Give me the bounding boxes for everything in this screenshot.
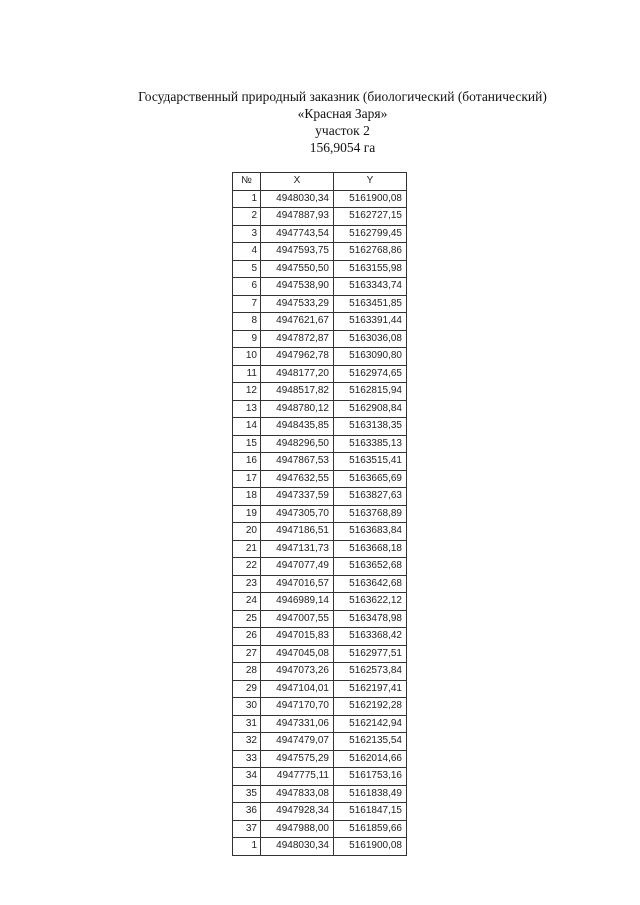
point-number-cell: 23 (233, 575, 261, 593)
y-coordinate-cell: 5163451,85 (334, 295, 407, 313)
table-row (233, 348, 407, 366)
y-coordinate-cell: 5162727,15 (334, 208, 407, 226)
x-coordinate-cell: 4947077,49 (261, 558, 334, 576)
point-number-cell: 21 (233, 540, 261, 558)
table-row (233, 330, 407, 348)
table-row (233, 698, 407, 716)
x-coordinate-cell: 4947016,57 (261, 575, 334, 593)
y-coordinate-cell: 5163385,13 (334, 435, 407, 453)
table-row (233, 365, 407, 383)
table-row (233, 803, 407, 821)
y-coordinate-cell: 5163683,84 (334, 523, 407, 541)
point-number-cell: 26 (233, 628, 261, 646)
table-row (233, 768, 407, 786)
table-row (233, 505, 407, 523)
x-coordinate-cell: 4947988,00 (261, 820, 334, 838)
point-number-cell: 30 (233, 698, 261, 716)
y-coordinate-cell: 5163391,44 (334, 313, 407, 331)
point-number-cell: 7 (233, 295, 261, 313)
document-header (0, 88, 640, 156)
point-number-cell: 31 (233, 715, 261, 733)
area-value: 156,9054 га (309, 140, 376, 155)
table-row (233, 418, 407, 436)
y-coordinate-cell: 5161900,08 (334, 838, 407, 856)
table-row (233, 453, 407, 471)
column-header-y: Y (334, 173, 407, 191)
y-coordinate-cell: 5161838,49 (334, 785, 407, 803)
point-number-cell: 27 (233, 645, 261, 663)
y-coordinate-cell: 5162977,51 (334, 645, 407, 663)
table-row (233, 243, 407, 261)
column-header-x: X (261, 173, 334, 191)
x-coordinate-cell: 4947867,53 (261, 453, 334, 471)
point-number-cell: 16 (233, 453, 261, 471)
x-coordinate-cell: 4947131,73 (261, 540, 334, 558)
point-number-cell: 24 (233, 593, 261, 611)
x-coordinate-cell: 4948030,34 (261, 838, 334, 856)
y-coordinate-cell: 5163090,80 (334, 348, 407, 366)
point-number-cell: 6 (233, 278, 261, 296)
x-coordinate-cell: 4947962,78 (261, 348, 334, 366)
y-coordinate-cell: 5162197,41 (334, 680, 407, 698)
y-coordinate-cell: 5163368,42 (334, 628, 407, 646)
point-number-cell: 34 (233, 768, 261, 786)
x-coordinate-cell: 4947575,29 (261, 750, 334, 768)
y-coordinate-cell: 5163642,68 (334, 575, 407, 593)
point-number-cell: 29 (233, 680, 261, 698)
y-coordinate-cell: 5161753,16 (334, 768, 407, 786)
x-coordinate-cell: 4947743,54 (261, 225, 334, 243)
table-row (233, 470, 407, 488)
table-row (233, 663, 407, 681)
x-coordinate-cell: 4947887,93 (261, 208, 334, 226)
point-number-cell: 10 (233, 348, 261, 366)
coordinates-table-body (233, 190, 407, 855)
table-row (233, 540, 407, 558)
point-number-cell: 37 (233, 820, 261, 838)
table-row (233, 278, 407, 296)
point-number-cell: 3 (233, 225, 261, 243)
point-number-cell: 32 (233, 733, 261, 751)
y-coordinate-cell: 5162974,65 (334, 365, 407, 383)
table-row (233, 645, 407, 663)
x-coordinate-cell: 4947331,06 (261, 715, 334, 733)
point-number-cell: 35 (233, 785, 261, 803)
y-coordinate-cell: 5163827,63 (334, 488, 407, 506)
table-row (233, 295, 407, 313)
x-coordinate-cell: 4948780,12 (261, 400, 334, 418)
document-title: Государственный природный заказник (биологический (ботанический) (138, 89, 547, 104)
table-row (233, 610, 407, 628)
y-coordinate-cell: 5163668,18 (334, 540, 407, 558)
x-coordinate-cell: 4947007,55 (261, 610, 334, 628)
x-coordinate-cell: 4947833,08 (261, 785, 334, 803)
point-number-cell: 14 (233, 418, 261, 436)
x-coordinate-cell: 4947928,34 (261, 803, 334, 821)
x-coordinate-cell: 4947872,87 (261, 330, 334, 348)
y-coordinate-cell: 5163515,41 (334, 453, 407, 471)
table-row (233, 628, 407, 646)
table-row (233, 313, 407, 331)
table-row (233, 225, 407, 243)
section-label: участок 2 (315, 123, 370, 138)
x-coordinate-cell: 4947045,08 (261, 645, 334, 663)
table-row (233, 435, 407, 453)
x-coordinate-cell: 4947479,07 (261, 733, 334, 751)
x-coordinate-cell: 4946989,14 (261, 593, 334, 611)
y-coordinate-cell: 5161847,15 (334, 803, 407, 821)
table-row (233, 208, 407, 226)
x-coordinate-cell: 4947305,70 (261, 505, 334, 523)
y-coordinate-cell: 5162192,28 (334, 698, 407, 716)
point-number-cell: 8 (233, 313, 261, 331)
x-coordinate-cell: 4947337,59 (261, 488, 334, 506)
x-coordinate-cell: 4947186,51 (261, 523, 334, 541)
x-coordinate-cell: 4947104,01 (261, 680, 334, 698)
point-number-cell: 9 (233, 330, 261, 348)
y-coordinate-cell: 5163652,68 (334, 558, 407, 576)
x-coordinate-cell: 4948296,50 (261, 435, 334, 453)
x-coordinate-cell: 4947593,75 (261, 243, 334, 261)
point-number-cell: 12 (233, 383, 261, 401)
x-coordinate-cell: 4947632,55 (261, 470, 334, 488)
point-number-cell: 5 (233, 260, 261, 278)
point-number-cell: 1 (233, 190, 261, 208)
y-coordinate-cell: 5163155,98 (334, 260, 407, 278)
point-number-cell: 22 (233, 558, 261, 576)
y-coordinate-cell: 5163622,12 (334, 593, 407, 611)
reserve-name: «Красная Заря» (297, 106, 388, 121)
y-coordinate-cell: 5161900,08 (334, 190, 407, 208)
y-coordinate-cell: 5163768,89 (334, 505, 407, 523)
y-coordinate-cell: 5162768,86 (334, 243, 407, 261)
point-number-cell: 25 (233, 610, 261, 628)
table-row (233, 838, 407, 856)
point-number-cell: 33 (233, 750, 261, 768)
point-number-cell: 11 (233, 365, 261, 383)
table-row (233, 785, 407, 803)
y-coordinate-cell: 5162908,84 (334, 400, 407, 418)
point-number-cell: 13 (233, 400, 261, 418)
table-row (233, 593, 407, 611)
point-number-cell: 20 (233, 523, 261, 541)
y-coordinate-cell: 5162573,84 (334, 663, 407, 681)
point-number-cell: 15 (233, 435, 261, 453)
table-row (233, 260, 407, 278)
point-number-cell: 18 (233, 488, 261, 506)
table-row (233, 750, 407, 768)
y-coordinate-cell: 5163665,69 (334, 470, 407, 488)
x-coordinate-cell: 4947538,90 (261, 278, 334, 296)
y-coordinate-cell: 5163036,08 (334, 330, 407, 348)
y-coordinate-cell: 5162142,94 (334, 715, 407, 733)
point-number-cell: 17 (233, 470, 261, 488)
table-row (233, 558, 407, 576)
point-number-cell: 28 (233, 663, 261, 681)
table-row (233, 575, 407, 593)
point-number-cell: 4 (233, 243, 261, 261)
column-header-number: № (233, 173, 261, 191)
table-row (233, 715, 407, 733)
table-row (233, 190, 407, 208)
point-number-cell: 19 (233, 505, 261, 523)
y-coordinate-cell: 5163138,35 (334, 418, 407, 436)
y-coordinate-cell: 5162135,54 (334, 733, 407, 751)
table-row (233, 680, 407, 698)
x-coordinate-cell: 4948030,34 (261, 190, 334, 208)
table-row (233, 733, 407, 751)
x-coordinate-cell: 4948517,82 (261, 383, 334, 401)
point-number-cell: 1 (233, 838, 261, 856)
y-coordinate-cell: 5163343,74 (334, 278, 407, 296)
table-header-row (233, 173, 407, 191)
x-coordinate-cell: 4947533,29 (261, 295, 334, 313)
x-coordinate-cell: 4947015,83 (261, 628, 334, 646)
x-coordinate-cell: 4947775,11 (261, 768, 334, 786)
x-coordinate-cell: 4948435,85 (261, 418, 334, 436)
table-row (233, 400, 407, 418)
y-coordinate-cell: 5161859,66 (334, 820, 407, 838)
point-number-cell: 2 (233, 208, 261, 226)
x-coordinate-cell: 4947073,26 (261, 663, 334, 681)
table-row (233, 523, 407, 541)
coordinates-table (232, 172, 407, 856)
y-coordinate-cell: 5162014,66 (334, 750, 407, 768)
y-coordinate-cell: 5163478,98 (334, 610, 407, 628)
table-row (233, 820, 407, 838)
x-coordinate-cell: 4947621,67 (261, 313, 334, 331)
x-coordinate-cell: 4948177,20 (261, 365, 334, 383)
x-coordinate-cell: 4947170,70 (261, 698, 334, 716)
y-coordinate-cell: 5162815,94 (334, 383, 407, 401)
point-number-cell: 36 (233, 803, 261, 821)
y-coordinate-cell: 5162799,45 (334, 225, 407, 243)
table-row (233, 383, 407, 401)
x-coordinate-cell: 4947550,50 (261, 260, 334, 278)
table-row (233, 488, 407, 506)
